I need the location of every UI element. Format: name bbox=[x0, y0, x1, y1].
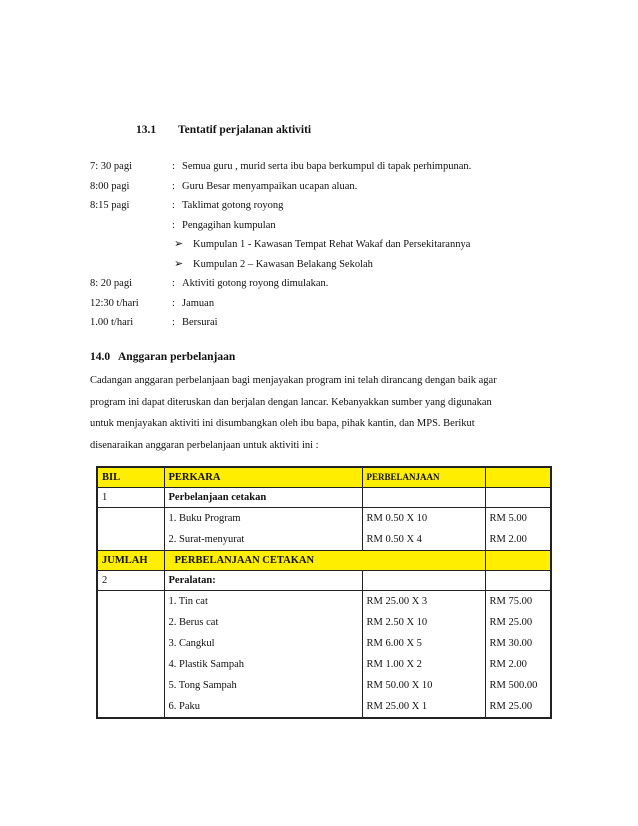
item-calc: RM 6.00 X 5 bbox=[366, 638, 422, 649]
header-empty-cell bbox=[485, 467, 551, 488]
section-title: Anggaran perbelanjaan bbox=[118, 351, 236, 363]
item-name: 1. Buku Program bbox=[168, 513, 241, 524]
item-total: RM 25.00 bbox=[489, 701, 533, 712]
schedule-row: 12:30 t/hari : Jamuan bbox=[90, 297, 215, 309]
item-total: RM 75.00 bbox=[489, 596, 533, 607]
jumlah-label: JUMLAH bbox=[97, 551, 164, 571]
paragraph-line: program ini dapat diteruskan dan berjalan dengan lancar. Kebanyakkan sumber yang digunakan bbox=[90, 396, 492, 408]
schedule-row: 8: 20 pagi : Aktiviti gotong royong dimulakan. bbox=[90, 278, 329, 289]
jumlah-title: PERBELANJAAN CETAKAN bbox=[164, 551, 485, 571]
section-number: 13.1 bbox=[136, 124, 157, 136]
group-bil: 1 bbox=[97, 488, 164, 508]
table-row bbox=[97, 571, 551, 591]
schedule-list bbox=[90, 157, 550, 333]
item-calc: RM 2.50 X 10 bbox=[366, 617, 428, 628]
item-name: 2. Berus cat bbox=[168, 617, 219, 628]
item-total: RM 30.00 bbox=[489, 638, 533, 649]
schedule-row: 8:15 pagi : Taklimat gotong royong bbox=[90, 200, 284, 211]
schedule-row: : Pengagihan kumpulan bbox=[172, 219, 276, 231]
empty-cell bbox=[485, 571, 551, 591]
schedule-row: 8:00 pagi : Guru Besar menyampaikan ucapan aluan. bbox=[90, 180, 358, 192]
jumlah-row bbox=[97, 551, 551, 571]
header-bil: BIL bbox=[97, 467, 164, 488]
empty-cell bbox=[97, 508, 164, 551]
item-name: 6. Paku bbox=[168, 701, 200, 712]
schedule-row: 7: 30 pagi : Semua guru , murid serta ibu bapa berkumpul di tapak perhimpunan. bbox=[90, 161, 472, 172]
schedule-bullet-row: ➢ Kumpulan 1 - Kawasan Tempat Rehat Wakaf dan Persekitarannya bbox=[90, 235, 550, 255]
header-perbelanjaan: PERBELANJAAN bbox=[362, 467, 485, 488]
arrow-bullet-icon: ➢ bbox=[174, 238, 184, 250]
schedule-row: 1.00 t/hari : Bersurai bbox=[90, 317, 218, 328]
paragraph-line: disenaraikan anggaran perbelanjaan untuk aktiviti ini : bbox=[90, 439, 319, 451]
item-total: RM 500.00 bbox=[489, 680, 538, 691]
section-number: 14.0 bbox=[90, 351, 111, 363]
group-title: Perbelanjaan cetakan bbox=[164, 488, 362, 508]
table-row bbox=[97, 508, 551, 551]
item-name: 3. Cangkul bbox=[168, 638, 215, 649]
item-total: RM 25.00 bbox=[489, 617, 533, 628]
paragraph-line: Cadangan anggaran perbelanjaan bagi menjayakan program ini telah dirancang dengan baik agar bbox=[90, 375, 497, 386]
table-row bbox=[97, 591, 551, 719]
paragraph-line: untuk menjayakan aktiviti ini disumbangkan oleh ibu bapa, pihak kantin, dan MPS. Berikut bbox=[90, 418, 475, 429]
group-bil: 2 bbox=[97, 571, 164, 591]
schedule-bullet-row: ➢ Kumpulan 2 – Kawasan Belakang Sekolah bbox=[90, 255, 550, 275]
group-title: Peralatan: bbox=[164, 571, 362, 591]
item-total: RM 2.00 bbox=[489, 659, 527, 670]
budget-paragraph bbox=[90, 370, 550, 456]
table-header-row bbox=[97, 467, 551, 488]
jumlah-total-cell bbox=[485, 551, 551, 571]
empty-cell bbox=[485, 488, 551, 508]
item-calc: RM 25.00 X 1 bbox=[366, 701, 428, 712]
item-calc: RM 25.00 X 3 bbox=[366, 596, 428, 607]
budget-table bbox=[96, 466, 552, 719]
header-perkara: PERKARA bbox=[164, 467, 362, 488]
empty-cell bbox=[362, 488, 485, 508]
empty-cell bbox=[97, 591, 164, 719]
item-calc: RM 1.00 X 2 bbox=[366, 659, 422, 670]
item-total: RM 2.00 bbox=[489, 534, 527, 545]
item-calc: RM 50.00 X 10 bbox=[366, 680, 433, 691]
table-row bbox=[97, 488, 551, 508]
item-calc: RM 0.50 X 4 bbox=[366, 534, 422, 545]
item-name: 2. Surat-menyurat bbox=[168, 534, 245, 545]
empty-cell bbox=[362, 571, 485, 591]
item-calc: RM 0.50 X 10 bbox=[366, 513, 428, 524]
item-name: 1. Tin cat bbox=[168, 596, 208, 607]
item-name: 4. Plastik Sampah bbox=[168, 659, 245, 670]
section-title: Tentatif perjalanan aktiviti bbox=[178, 124, 312, 136]
item-total: RM 5.00 bbox=[489, 513, 527, 524]
item-name: 5. Tong Sampah bbox=[168, 680, 237, 691]
arrow-bullet-icon: ➢ bbox=[174, 257, 184, 270]
